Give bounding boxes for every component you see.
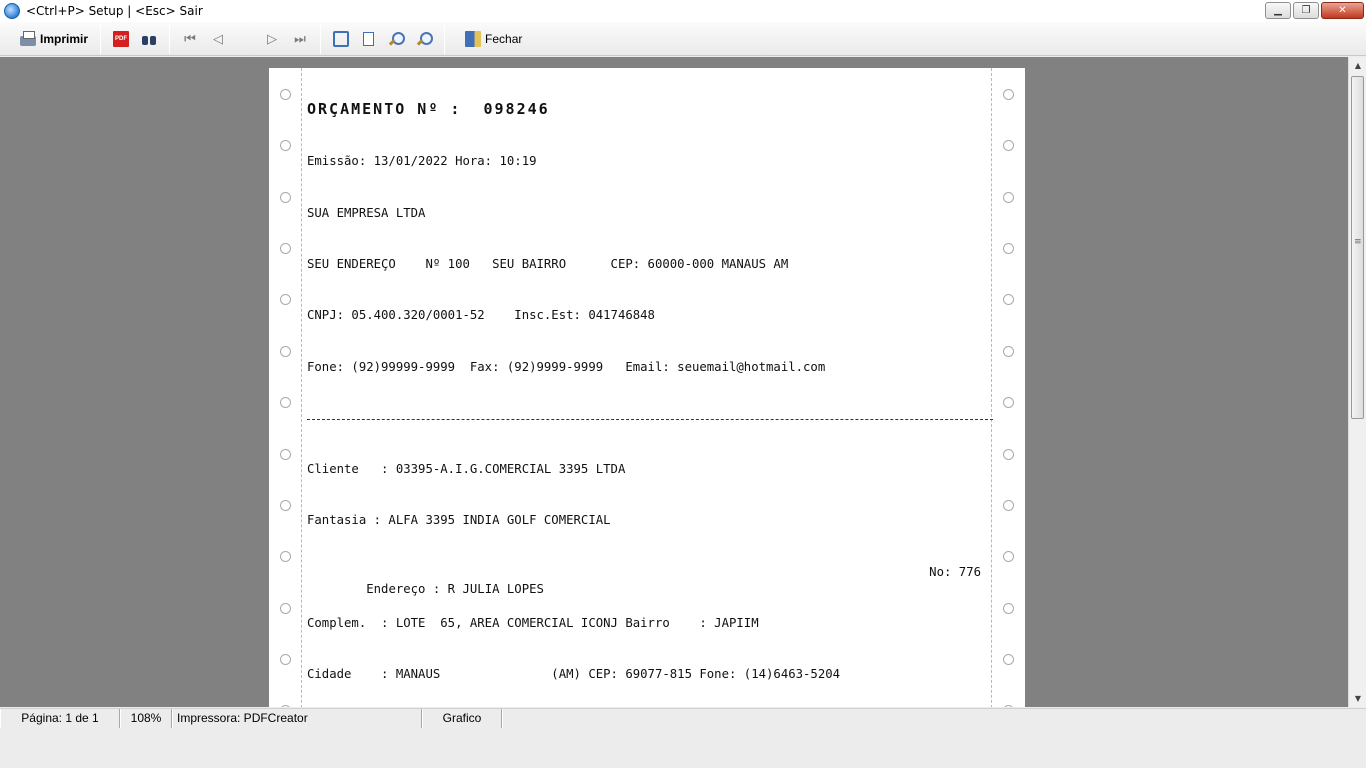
export-pdf-button[interactable] [107,26,135,52]
tractor-hole [1003,346,1014,357]
toolbar-separator [444,24,445,54]
tractor-hole [280,705,291,707]
maximize-button[interactable]: ❐ [1293,2,1319,19]
title-bar [0,0,1366,22]
prev-page-icon: ◁ [213,30,224,46]
scroll-down-arrow-icon[interactable]: ▼ [1354,694,1362,703]
print-label: Imprimir [40,31,89,46]
vertical-scrollbar[interactable] [1348,57,1366,707]
tractor-hole [280,243,291,254]
tractor-hole [1003,705,1014,707]
client-line: Cliente : 03395-A.I.G.COMERCIAL 3395 LTDA [307,462,626,477]
tractor-hole [280,449,291,460]
client-number: No: 776 [929,564,981,579]
company-address: SEU ENDEREÇO Nº 100 SEU BAIRRO CEP: 60000-000 MANAUS AM [307,256,789,271]
perforation-right [991,68,992,707]
close-label: Fechar [485,31,523,46]
last-page-button[interactable] [286,26,314,52]
tractor-hole [1003,551,1014,562]
tractor-hole [1003,294,1014,305]
app-icon [4,3,20,19]
tractor-hole [1003,140,1014,151]
trade-name-line: Fantasia : ALFA 3395 INDIA GOLF COMERCIAL [307,513,611,528]
tractor-hole [280,192,291,203]
toolbar-separator [169,24,170,54]
tractor-hole [1003,192,1014,203]
first-page-icon: ⏮ [184,30,196,46]
close-preview-button[interactable] [459,26,528,52]
client-address: Endereço : R JULIA LOPES [366,581,544,596]
minimize-button[interactable]: ▁ [1265,2,1291,19]
company-contact: Fone: (92)99999-9999 Fax: (92)9999-9999 Email: seuemail@hotmail.com [307,359,826,374]
client-address-line [307,564,981,596]
report-page [269,68,1025,707]
report-title: ORÇAMENTO Nº : 098246 [307,100,550,119]
company-name: SUA EMPRESA LTDA [307,205,426,220]
tractor-hole [1003,89,1014,100]
print-button[interactable] [14,26,94,52]
zoom-in-button[interactable] [382,26,410,52]
whole-page-icon [363,32,374,46]
status-mode: Grafico [422,709,502,728]
emission-line: Emissão: 13/01/2022 Hora: 10:19 [307,154,537,169]
tractor-hole [280,500,291,511]
last-page-icon: ⏭ [294,30,306,46]
close-window-button[interactable]: ✕ [1321,2,1364,19]
zoom-out-button[interactable] [410,26,438,52]
tractor-hole [280,346,291,357]
window-title: <Ctrl+P> Setup | <Esc> Sair [26,4,203,18]
exit-icon [465,31,481,47]
scroll-up-arrow-icon[interactable]: ▲ [1354,61,1362,70]
page-width-icon [333,31,349,47]
preview-area[interactable] [0,57,1348,707]
page-width-button[interactable] [327,26,355,52]
tractor-hole [1003,397,1014,408]
tractor-hole [1003,603,1014,614]
tractor-hole [280,140,291,151]
separator [307,410,981,427]
report-content [307,68,981,707]
tractor-hole [1003,243,1014,254]
company-cnpj: CNPJ: 05.400.320/0001-52 Insc.Est: 041746848 [307,308,655,323]
tractor-hole [280,397,291,408]
tractor-hole [280,551,291,562]
tractor-hole [280,294,291,305]
complement-line: Complem. : LOTE 65, AREA COMERCIAL ICONJ Bairro : JAPIIM [307,615,759,630]
tractor-hole [1003,500,1014,511]
tractor-hole [1003,654,1014,665]
search-button[interactable] [135,26,163,52]
whole-page-button[interactable] [355,26,382,52]
zoom-out-icon [416,31,432,47]
status-zoom: 108% [120,709,172,728]
status-bar [0,708,1366,728]
perforation-left [301,68,302,707]
next-page-button[interactable] [258,26,286,52]
tractor-hole [280,89,291,100]
pdf-icon: PDF [113,31,129,47]
prev-page-button[interactable] [204,26,232,52]
next-page-icon: ▷ [267,30,278,46]
tractor-hole [280,654,291,665]
tractor-hole [280,603,291,614]
city-line: Cidade : MANAUS (AM) CEP: 69077-815 Fone: (14)6463-5204 [307,667,841,682]
scroll-thumb[interactable] [1351,76,1364,419]
printer-icon [20,36,36,46]
zoom-in-icon [388,31,404,47]
window-controls [1265,2,1364,19]
toolbar-separator [320,24,321,54]
tractor-hole [1003,449,1014,460]
first-page-button[interactable] [176,26,204,52]
toolbar-separator [100,24,101,54]
status-empty [502,709,1366,728]
status-page: Página: 1 de 1 [0,709,120,728]
binoculars-icon [141,31,157,47]
status-printer: Impressora: PDFCreator [172,709,422,728]
toolbar [0,22,1366,56]
